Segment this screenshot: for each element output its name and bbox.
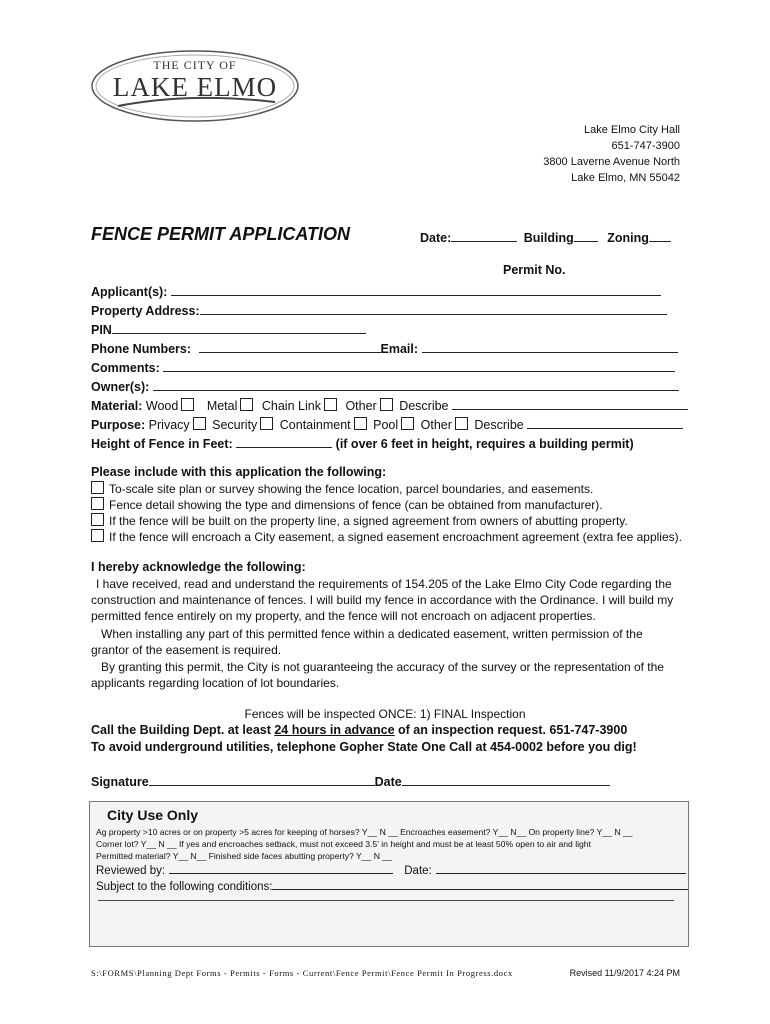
acknowledge-paragraph-3: By granting this permit, the City is not guaranteeing the accuracy of the survey or the representation of the applicants regarding location of lot boundaries.: [91, 660, 664, 690]
inspection-call-text: Call the Building Dept. at least: [91, 723, 275, 737]
owners-label: Owner(s):: [91, 380, 150, 394]
conditions-label: Subject to the following conditions:: [96, 881, 273, 893]
comments-row: [91, 359, 675, 375]
city-use-line: Ag property >10 acres or on property >5 acres for keeping of horses? Y__ N __ Encroaches easement? Y__ N__ On property line? Y__ N __: [96, 827, 633, 837]
address-name: Lake Elmo City Hall: [584, 124, 680, 136]
material-chainlink-label: Chain Link: [261, 399, 321, 413]
include-item: [91, 481, 593, 496]
include-heading: Please include with this application the following:: [91, 465, 387, 479]
inspection-call: [91, 723, 627, 737]
reviewed-date-input[interactable]: [436, 861, 686, 874]
include-checkbox[interactable]: [91, 529, 104, 542]
email-label: Email:: [380, 342, 419, 356]
footer-revised: Revised 11/9/2017 4:24 PM: [569, 968, 680, 978]
purpose-describe-label: Describe: [474, 418, 524, 432]
signature-input[interactable]: [149, 773, 375, 786]
phone-input[interactable]: [199, 340, 381, 353]
height-label: Height of Fence in Feet:: [91, 437, 233, 451]
purpose-row: [91, 416, 683, 432]
address-street: 3800 Laverne Avenue North: [543, 156, 680, 168]
purpose-containment-checkbox[interactable]: [354, 417, 367, 430]
applicants-row: [91, 283, 661, 299]
height-note: (if over 6 feet in height, requires a building permit): [335, 437, 634, 451]
include-item-text: If the fence will be built on the property line, a signed agreement from owners of abutting property.: [109, 514, 628, 528]
conditions-row: [96, 877, 688, 893]
city-use-line: Corner lot? Y__ N __ If yes and encroaches setback, must not exceed 3.5' in height and must be at least 50% open to air and light: [96, 839, 591, 849]
owners-row: [91, 378, 679, 394]
comments-input[interactable]: [163, 359, 675, 372]
include-item-text: To-scale site plan or survey showing the fence location, parcel boundaries, and easements.: [109, 482, 594, 496]
property-address-row: [91, 302, 667, 318]
address-citystate: Lake Elmo, MN 55042: [571, 172, 680, 184]
purpose-pool-checkbox[interactable]: [401, 417, 414, 430]
building-input[interactable]: [574, 229, 598, 242]
include-item: [91, 497, 603, 512]
height-row: [91, 435, 634, 451]
height-input[interactable]: [236, 435, 332, 448]
signature-row: [91, 773, 610, 789]
property-address-input[interactable]: [200, 302, 667, 315]
include-item-text: If the fence will encroach a City easement, a signed easement encroachment agreement (extra fee applies).: [109, 530, 682, 544]
include-checkbox[interactable]: [91, 481, 104, 494]
material-describe-input[interactable]: [452, 397, 688, 410]
material-label: Material:: [91, 399, 143, 413]
acknowledge-paragraph-1: I have received, read and understand the requirements of 154.205 of the Lake Elmo City Code regarding the construction and maintenance of fences. I will build my fence in accordance with the Ordinance. I will build my permitted fence entirely on my property, and the fence will not encroach on adjacent properties.: [91, 577, 674, 623]
material-wood-label: Wood: [145, 399, 179, 413]
include-item: [91, 513, 628, 528]
purpose-other-checkbox[interactable]: [455, 417, 468, 430]
purpose-describe-input[interactable]: [527, 416, 683, 429]
footer-path: S:\FORMS\Planning Dept Forms - Permits - Forms - Current\Fence Permit\Fence Permit In Progress.docx: [91, 968, 513, 978]
purpose-security-label: Security: [212, 418, 258, 432]
material-row: [91, 397, 688, 413]
zoning-input[interactable]: [649, 229, 671, 242]
phone-row: [91, 340, 678, 356]
include-item-text: Fence detail showing the type and dimensions of fence (can be obtained from manufacturer).: [109, 498, 603, 512]
logo-line1: THE CITY OF: [153, 58, 237, 72]
material-metal-checkbox[interactable]: [240, 398, 253, 411]
purpose-privacy-checkbox[interactable]: [193, 417, 206, 430]
conditions-extra-line[interactable]: [98, 900, 674, 901]
date-label: Date:: [420, 231, 452, 245]
phone-label: Phone Numbers:: [91, 342, 192, 356]
material-chainlink-checkbox[interactable]: [324, 398, 337, 411]
material-metal-label: Metal: [206, 399, 238, 413]
pin-row: [91, 321, 366, 337]
city-address: [470, 122, 680, 186]
conditions-input[interactable]: [272, 877, 688, 890]
logo-line2: LAKE ELMO: [112, 72, 278, 102]
inspection-hours: 24 hours in advance: [274, 723, 395, 737]
pin-label: PIN: [91, 323, 112, 337]
purpose-pool-label: Pool: [373, 418, 399, 432]
signature-date-input[interactable]: [402, 773, 610, 786]
purpose-other-label: Other: [420, 418, 452, 432]
gopher-state-note: To avoid underground utilities, telephone Gopher State One Call at 454-0002 before you dig!: [91, 740, 637, 754]
zoning-label: Zoning: [607, 231, 649, 245]
include-checkbox[interactable]: [91, 513, 104, 526]
acknowledge-paragraph-2: When installing any part of this permitted fence within a dedicated easement, written permission of the grantor of the easement is required.: [91, 627, 643, 657]
city-use-line: Permitted material? Y__ N__ Finished side faces abutting property? Y__ N __: [96, 851, 392, 861]
pin-input[interactable]: [112, 321, 366, 334]
material-other-label: Other: [345, 399, 377, 413]
signature-label: Signature: [91, 775, 149, 789]
city-use-box: [89, 801, 689, 947]
inspection-call-phone: of an inspection request. 651-747-3900: [394, 723, 628, 737]
material-other-checkbox[interactable]: [380, 398, 393, 411]
city-use-title: City Use Only: [107, 807, 199, 823]
email-input[interactable]: [422, 340, 678, 353]
reviewed-row: [96, 861, 686, 877]
purpose-security-checkbox[interactable]: [260, 417, 273, 430]
material-describe-label: Describe: [399, 399, 449, 413]
reviewed-input[interactable]: [169, 861, 393, 874]
city-use-checklist: [96, 826, 632, 862]
purpose-label: Purpose:: [91, 418, 146, 432]
comments-label: Comments:: [91, 361, 160, 375]
purpose-containment-label: Containment: [279, 418, 351, 432]
permit-no-label: Permit No.: [503, 263, 566, 277]
city-logo: [90, 48, 300, 124]
property-address-label: Property Address:: [91, 304, 200, 318]
building-label: Building: [523, 231, 574, 245]
acknowledge-heading: I hereby acknowledge the following:: [91, 560, 306, 574]
reviewed-date-label: Date:: [404, 865, 432, 877]
material-wood-checkbox[interactable]: [181, 398, 194, 411]
address-phone: 651-747-3900: [611, 140, 680, 152]
include-checkbox[interactable]: [91, 497, 104, 510]
purpose-privacy-label: Privacy: [148, 418, 190, 432]
applicants-input[interactable]: [171, 283, 661, 296]
header-fields: [420, 229, 671, 245]
inspection-note: Fences will be inspected ONCE: 1) FINAL Inspection: [244, 707, 526, 721]
owners-input[interactable]: [153, 378, 679, 391]
signature-date-label: Date: [374, 775, 402, 789]
page-title: FENCE PERMIT APPLICATION: [91, 224, 351, 244]
reviewed-label: Reviewed by:: [96, 865, 166, 877]
applicants-label: Applicant(s):: [91, 285, 168, 299]
date-input[interactable]: [451, 229, 517, 242]
include-item: [91, 529, 682, 544]
